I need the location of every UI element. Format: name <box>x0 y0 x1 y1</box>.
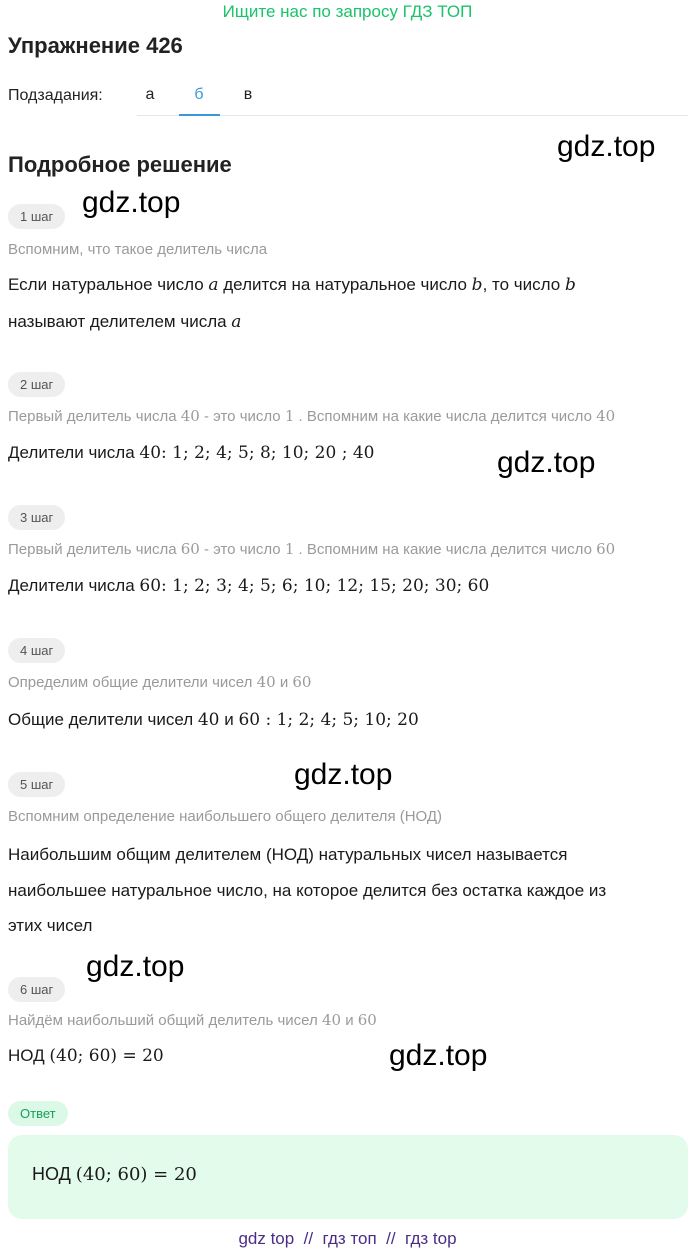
math-variable: b <box>564 275 576 295</box>
watermark: gdz.top <box>497 446 596 479</box>
step-hint <box>8 673 311 691</box>
step-hint <box>8 407 615 425</box>
text-fragment: делится на натуральное число <box>218 275 472 294</box>
step-text: этих чисел <box>8 916 93 935</box>
math-variable: b <box>471 275 483 295</box>
math-variable: a <box>208 275 219 295</box>
subtasks-label: Подзадания: <box>8 87 103 104</box>
section-title: Подробное решение <box>8 152 232 177</box>
text-fragment: , то число <box>482 275 565 294</box>
text-fragment: и <box>275 674 293 691</box>
subtask-tab-v[interactable]: в <box>243 86 253 103</box>
answer-text <box>32 1164 197 1185</box>
math-expression: 60 : 1; 2; 4; 5; 10; 20 <box>238 710 419 730</box>
text-fragment: - это число <box>199 408 285 425</box>
math-number: 40 <box>197 710 220 730</box>
math-number: 40 <box>180 407 200 425</box>
math-expression: 60: 1; 2; 3; 4; 5; 6; 10; 12; 15; 20; 30; 60 <box>139 576 490 596</box>
text-fragment: и <box>219 710 239 729</box>
subtask-tab-b[interactable]: б <box>194 86 204 103</box>
step-hint: Вспомним, что такое делитель числа <box>8 241 268 258</box>
math-number: 40 <box>596 407 616 425</box>
math-number: 60 <box>180 540 200 558</box>
math-number: 1 <box>284 540 295 558</box>
text-fragment: Общие делители чисел <box>8 710 198 729</box>
step-badge: 4 шаг <box>8 638 65 663</box>
step-text <box>8 1046 164 1066</box>
step-text <box>8 576 489 596</box>
text-fragment: Если натуральное число <box>8 275 209 294</box>
step-hint <box>8 540 615 558</box>
text-fragment: Первый делитель числа <box>8 408 181 425</box>
watermark: gdz.top <box>82 186 181 219</box>
math-variable: a <box>231 312 242 332</box>
math-expression: (40; 60) = 20 <box>75 1164 197 1185</box>
math-number: 40 <box>321 1011 342 1029</box>
step-text: наибольшее натуральное число, на которое делится без остатка каждое из <box>8 881 607 900</box>
subtask-tab-a[interactable]: а <box>145 86 155 103</box>
step-badge: 6 шаг <box>8 977 65 1002</box>
step-text <box>8 710 419 730</box>
text-fragment: НОД <box>8 1046 50 1065</box>
watermark: gdz.top <box>86 950 185 983</box>
text-fragment: и <box>341 1012 358 1029</box>
step-text <box>8 312 241 332</box>
math-expression: (40; 60) = 20 <box>49 1046 164 1066</box>
text-fragment: Определим общие делители чисел <box>8 674 257 691</box>
exercise-title: Упражнение 426 <box>8 33 183 58</box>
search-hint-banner: Ищите нас по запросу ГДЗ ТОП <box>222 2 473 21</box>
footer-links: gdz top // гдз топ // гдз top <box>238 1229 457 1248</box>
math-number: 60 <box>357 1011 377 1029</box>
math-number: 1 <box>284 407 295 425</box>
step-badge: 3 шаг <box>8 505 65 530</box>
text-fragment: Найдём наибольший общий делитель чисел <box>8 1012 322 1029</box>
step-text <box>8 443 374 463</box>
math-number: 60 <box>596 540 616 558</box>
text-fragment: - это число <box>199 541 285 558</box>
step-text <box>8 275 576 295</box>
answer-box <box>8 1135 688 1219</box>
step-text: Наибольшим общим делителем (НОД) натуральных чисел называется <box>8 845 568 864</box>
math-number: 40 <box>256 673 276 691</box>
step-hint <box>8 1011 377 1029</box>
watermark: gdz.top <box>557 130 656 163</box>
subtasks-bar <box>8 78 688 116</box>
text-fragment: Первый делитель числа <box>8 541 181 558</box>
text-fragment: . Вспомним на какие числа делится число <box>294 541 597 558</box>
text-fragment: Делители числа <box>8 443 140 462</box>
text-fragment: Делители числа <box>8 576 140 595</box>
text-fragment: . Вспомним на какие числа делится число <box>294 408 597 425</box>
active-tab-indicator <box>179 114 220 116</box>
step-badge: 2 шаг <box>8 372 65 397</box>
answer-badge: Ответ <box>8 1101 68 1126</box>
math-expression: 40: 1; 2; 4; 5; 8; 10; 20 ; 40 <box>139 443 375 463</box>
text-fragment: НОД <box>32 1164 76 1184</box>
text-fragment: называют делителем числа <box>8 312 232 331</box>
math-number: 60 <box>292 673 312 691</box>
watermark: gdz.top <box>389 1039 488 1072</box>
watermark: gdz.top <box>294 758 393 791</box>
step-hint: Вспомним определение наибольшего общего делителя (НОД) <box>8 808 443 825</box>
step-badge: 5 шаг <box>8 772 65 797</box>
step-badge: 1 шаг <box>8 204 65 229</box>
